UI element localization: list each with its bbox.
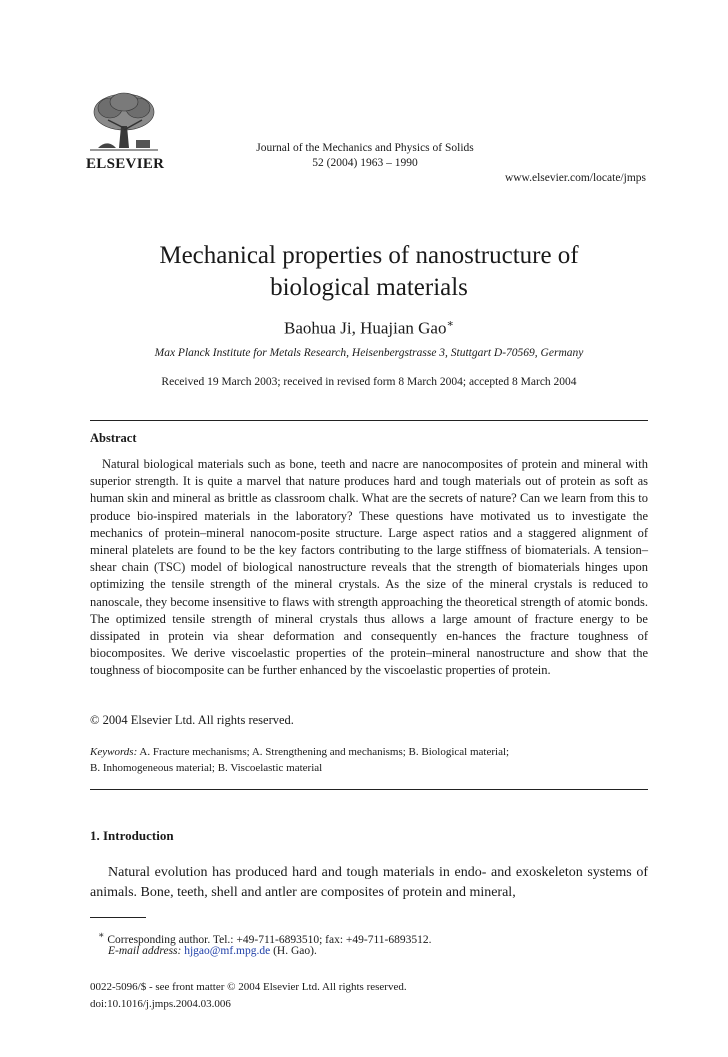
journal-url-link[interactable]: www.elsevier.com/locate/jmps bbox=[504, 172, 646, 184]
volume-info: 52 (2004) 1963 – 1990 bbox=[312, 157, 418, 169]
corresponding-mark: ∗ bbox=[446, 318, 454, 330]
abstract-copyright: © 2004 Elsevier Ltd. All rights reserved. bbox=[90, 713, 294, 727]
journal-name: Journal of the Mechanics and Physics of Solids bbox=[256, 142, 474, 154]
title-line-2: biological materials bbox=[270, 274, 468, 301]
keywords-line-1: A. Fracture mechanisms; A. Strengthening and mechanisms; B. Biological material; bbox=[139, 746, 510, 758]
email-link[interactable]: hjgao@mf.mpg.de bbox=[184, 945, 271, 957]
divider-top bbox=[90, 420, 648, 421]
author-names: Baohua Ji, Huajian Gao bbox=[284, 318, 447, 338]
journal-header bbox=[170, 141, 560, 171]
footnote-contact: Corresponding author. Tel.: +49-711-6893510; fax: +49-711-6893512. bbox=[107, 933, 432, 946]
received-dates: Received 19 March 2003; received in revised form 8 March 2004; accepted 8 March 2004 bbox=[161, 376, 577, 388]
keywords-label: Keywords: bbox=[90, 746, 138, 758]
divider-bottom bbox=[90, 789, 648, 790]
section-heading-introduction: 1. Introduction bbox=[90, 828, 174, 843]
article-title bbox=[90, 240, 648, 304]
footnote-divider bbox=[90, 917, 146, 918]
email-suffix: (H. Gao). bbox=[273, 945, 317, 957]
title-line-1: Mechanical properties of nanostructure of bbox=[159, 242, 579, 269]
doi-line: doi:10.1016/j.jmps.2004.03.006 bbox=[90, 998, 231, 1010]
keywords bbox=[90, 744, 648, 776]
abstract-heading: Abstract bbox=[90, 431, 137, 445]
publisher-name: ELSEVIER bbox=[86, 156, 165, 172]
footnote-corresponding bbox=[98, 930, 432, 946]
affiliation: Max Planck Institute for Metals Research, Heisenbergstrasse 3, Stuttgart D-70569, Germany bbox=[154, 347, 584, 359]
introduction-body: Natural evolution has produced hard and tough materials in endo- and exoskeleton systems of animals. Bone, teeth, shell and antler are composites of protein and mineral, bbox=[90, 865, 648, 900]
footnote-mark: ∗ bbox=[98, 930, 105, 941]
keywords-line-2: B. Inhomogeneous material; B. Viscoelastic material bbox=[90, 762, 323, 774]
front-matter-line: 0022-5096/$ - see front matter © 2004 Elsevier Ltd. All rights reserved. bbox=[90, 981, 407, 993]
abstract-body: Natural biological materials such as bone, teeth and nacre are nanocomposites of protein and mineral with superior strength. It is quite a marvel that nature produces hard and tough materials out of protein as soft as human skin and mineral as brittle as classroom chalk. What are the secrets of nature? Can we learn from this to produce bio-inspired materials in the laboratory? These questions have motivated us to investigate the mechanics of protein–mineral nanocom-posite structure. Large aspect ratios and a staggered alignment of mineral platelets are found to be the key factors contributing to the large stiffness of biomaterials. A tension–shear chain (TSC) model of biological nanostructure reveals that the strength of biomaterials hinges upon optimizing the tensile strength of the mineral crystals. As the size of the mineral crystals is reduced to nanoscale, they become insensitive to flaws with strength approaching the theoretical strength of atomic bonds. The optimized tensile strength of mineral crystals thus allows a large amount of fracture energy to be dissipated in protein via shear deformation and consequently en-hances the fracture toughness of biocomposites. We derive viscoelastic properties of the protein–mineral nanostructure and show that the toughness of biocomposite can be further enhanced by the viscoelastic properties of protein. bbox=[90, 457, 648, 678]
email-label: E-mail address: bbox=[108, 945, 182, 957]
footnote-email bbox=[108, 945, 317, 957]
authors bbox=[90, 317, 648, 339]
